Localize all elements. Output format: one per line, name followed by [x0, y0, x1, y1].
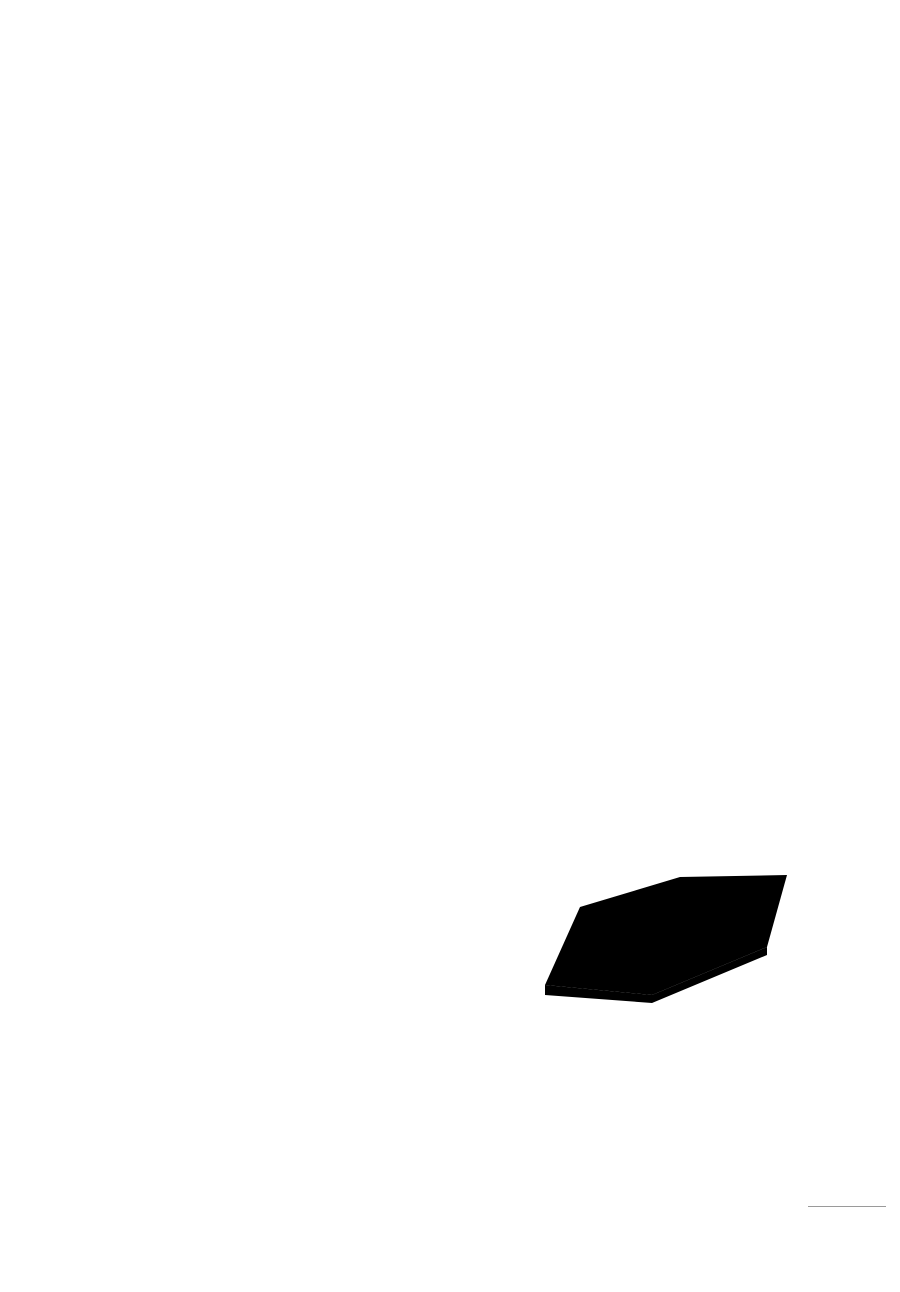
- page-number-rule: [808, 1206, 886, 1207]
- bond-right-lower: [767, 947, 780, 967]
- glucose-ring-diagram: [505, 850, 875, 1055]
- bond-right-upper: [787, 875, 801, 907]
- glucose-figure: [505, 850, 875, 1055]
- ring-top-face: [545, 875, 787, 995]
